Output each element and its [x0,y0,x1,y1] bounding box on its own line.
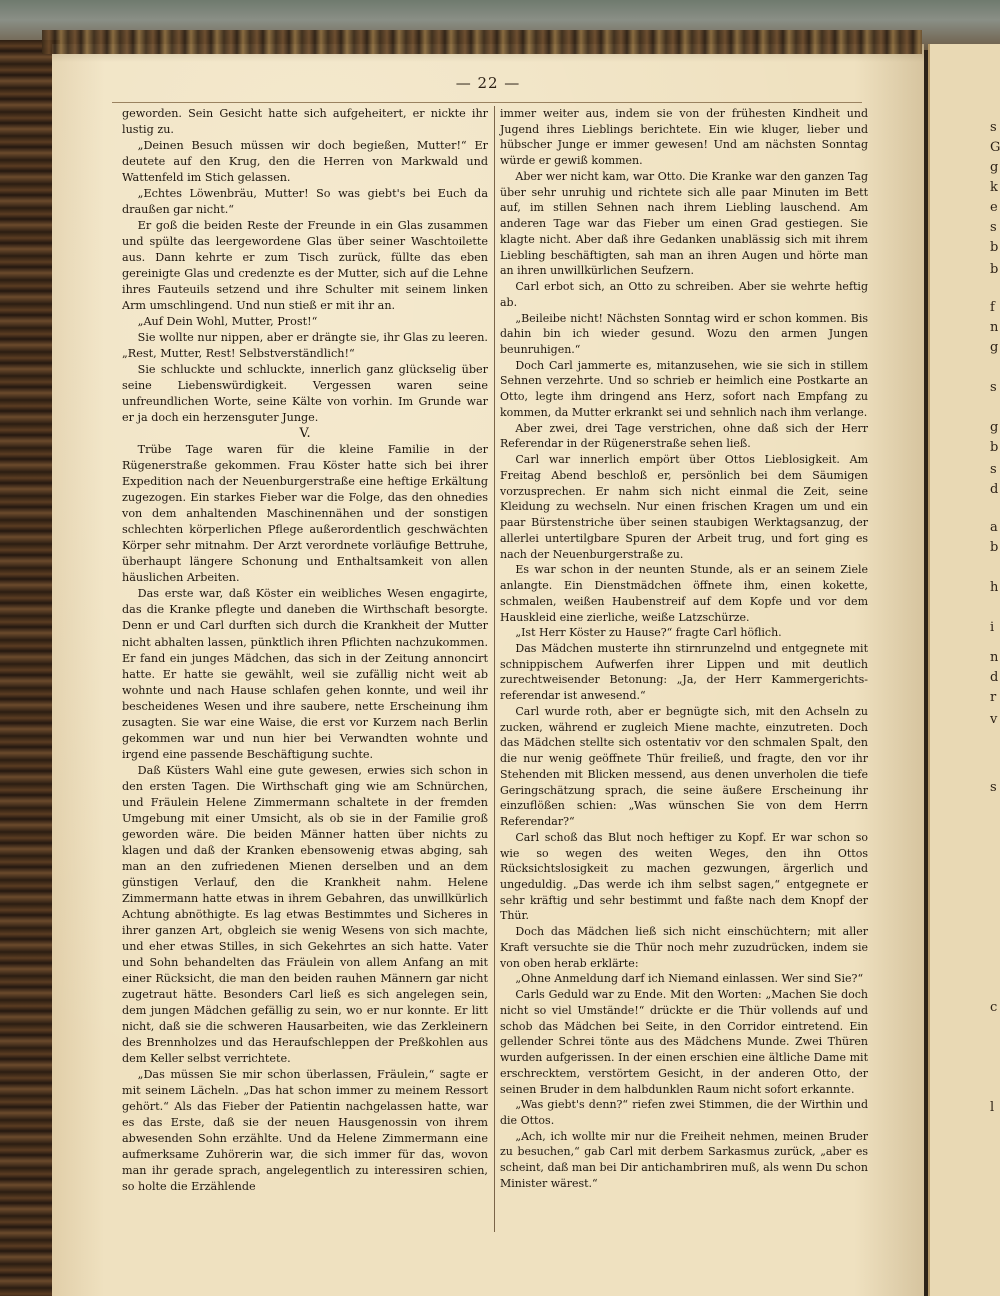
facing-page-letter: k [990,180,998,195]
paragraph: Aber wer nicht kam, war Otto. Die Kranke war den ganzen Tag über sehr unruhig und richtete sich alle paar Minuten im Bett auf, im stillen Sehnen nach ihrem Liebling lauschend. Am anderen Tage war das Fieber um einen Grad gestiegen. Sie klagte nicht. Aber daß ihre Gedanken unablässig sich mit ihrem Liebling beschäftigten, sah man an ihren Augen und hörte man an ihren unwillkürlichen Seufzern. [500,169,868,278]
facing-page-letter: d [990,482,999,497]
paragraph: „Ohne Anmeldung darf ich Niemand einlassen. Wer sind Sie?“ [515,972,864,986]
paragraph: Sie schluckte und schluckte, innerlich ganz glückselig über seine Liebenswürdigkeit. Vergessen waren seine unfreundlichen Worte, seine Kälte von vorhin. Im Grunde war er ja doch ein herzensguter Junge. [122,363,488,425]
facing-page-letter: l [990,1100,995,1115]
left-column [122,106,488,1195]
book-spine-edge [0,40,60,1296]
paragraph: „Echtes Löwenbräu, Mutter! So was giebt's bei Euch da draußen gar nicht.“ [122,187,488,217]
chapter-heading: V. [299,426,311,442]
book-page [52,44,924,1296]
facing-page-letter: s [990,462,997,477]
facing-page-letter: c [990,1000,998,1015]
column-divider [494,106,495,1232]
paragraph: Trübe Tage waren für die kleine Familie in der Rügenerstraße gekommen. Frau Köster hatte sich bei ihrer Expedition nach der Neuenburgerstraße eine heftige Erkältung zugezogen. Ein starkes Fieber war die Folge, das den ohnedies von dem anhaltenden Maschinennähen und der sonstigen schlechten körperlichen Pflege außerordentlich geschwächten Körper sehr mitnahm. Der Arzt verordnete vorläufige Bettruhe, überhaupt längere Schonung und Enthaltsamkeit von allen häuslichen Arbeiten. [122,443,488,585]
paragraph: Aber zwei, drei Tage verstrichen, ohne daß sich der Herr Referendar in der Rügenerstraße sehen ließ. [500,421,868,451]
facing-page-letter: n [990,650,999,665]
facing-page-letter: g [990,420,999,435]
paragraph: Carl war innerlich empört über Ottos Lieblosigkeit. Am Freitag Abend beschloß er, persönlich bei dem Säumigen vorzusprechen. Er nahm sich nicht einmal die Zeit, seine Kleidung zu wechseln. Nur einen frischen Kragen um und ein paar Bürstenstriche über seinen staubigen Werktagsanzug, der allerlei untertilgbare Spuren der Arbeit trug, und fort ging es nach der Neuenburgerstraße zu. [500,453,868,561]
paragraph: Carl wurde roth, aber er begnügte sich, mit den Achseln zu zucken, während er zugleich Miene machte, einzutreten. Doch das Mädchen stellte sich ostentativ vor den schmalen Spalt, den die nur wenig geöffnete Thür freiließ, und fragte, den vor ihr Stehenden mit Blicken messend, aus denen unverholen die tiefe Geringschätzung sprach, die seine äußere Erscheinung ihr einzuflößen schien: „Was wünschen Sie von dem Herrn Referendar?“ [500,704,868,829]
paragraph: „Ach, ich wollte mir nur die Freiheit nehmen, meinen Bruder zu besuchen,“ gab Carl mit derbem Sarkasmus zurück, „aber es scheint, daß man bei Dir antichambriren muß, als wenn Du schon Minister wärest.“ [500,1129,868,1190]
paragraph: Es war schon in der neunten Stunde, als er an seinem Ziele anlangte. Ein Dienstmädchen öffnete ihm, einen kokette, schmalen, weißen Haubenstreif auf dem Kopfe und vor dem Hauskleid eine zierliche, weiße Latzschürze. [500,563,868,624]
paragraph: „Was giebt's denn?“ riefen zwei Stimmen, die der Wirthin und die Ottos. [500,1098,868,1127]
paragraph: „Das müssen Sie mir schon überlassen, Fräulein,“ sagte er mit seinem Lächeln. „Das hat schon immer zu meinem Ressort gehört.“ Als das Fieber der Patientin nachgelassen hatte, war es das Erste, daß sie der neuen Hausgenossin von ihrem abwesenden Sohn erzählte. Und da Helene Zimmermann eine aufmerksame Zuhörerin war, die sich immer für das, wovon man ihr gerade sprach, angelegentlich zu interessiren schien, so holte die Erzählende [122,1067,488,1194]
paragraph: Er goß die beiden Reste der Freunde in ein Glas zusammen und spülte das leergewordene Glas über seiner Waschtoilette aus. Dann kehrte er zum Tisch zurück, füllte das eben gereinigte Glas und credenzte es der Mutter, sich auf die Lehne ihres Fauteuils setzend und ihre Schulter mit seinem linken Arm umschlingend. Und nun stieß er mit ihr an. [122,219,488,313]
facing-page-letter: G [990,140,1000,155]
facing-page-letter: f [990,300,995,315]
paragraph: Carl erbot sich, an Otto zu schreiben. Aber sie wehrte heftig ab. [500,280,868,309]
header-rule [112,102,862,103]
facing-page-letter: r [990,690,997,705]
paragraph: „Auf Dein Wohl, Mutter, Prost!“ [137,315,318,329]
paragraph: immer weiter aus, indem sie von der frühesten Kindheit und Jugend ihres Lieblings berichtete. Ein wie kluger, lieber und hübscher Junge er immer gewesen! Und am nächsten Sonntag würde er gewiß kommen. [500,107,868,168]
paragraph: Carls Geduld war zu Ende. Mit den Worten: „Machen Sie doch nicht so viel Umstände!“ drückte er die Thür vollends auf und schob das Mädchen bei Seite, in den Corridor eintretend. Ein gellender Schrei tönte aus des Mädchens Munde. Zwei Thüren wurden aufgerissen. In der einen erschien eine ältliche Dame mit erschrecktem, verstörtem Gesicht, in der anderen Otto, der seinen Bruder in dem halbdunklen Raum nicht sofort erkannte. [500,988,868,1096]
paragraph: „Deinen Besuch müssen wir doch begießen, Mutter!“ Er deutete auf den Krug, den die Herren von Markwald und Wattenfeld im Stich gelassen. [122,139,488,185]
facing-page-letter: i [990,620,995,635]
paragraph: Doch das Mädchen ließ sich nicht einschüchtern; mit aller Kraft versuchte sie die Thür noch mehr zuzudrücken, indem sie von oben herab erklärte: [500,925,868,970]
facing-page-letter: b [990,540,999,555]
paragraph: Sie wollte nur nippen, aber er drängte sie, ihr Glas zu leeren. „Rest, Mutter, Rest! Selbstverständlich!“ [122,331,488,361]
facing-page-letter: b [990,440,999,455]
paragraph: Das Mädchen musterte ihn stirnrunzelnd und entgegnete mit schnippischem Aufwerfen ihrer Lippen und mit deutlich zurechtweisender Betonung: „Ja, der Herr Kammergerichts-referendar ist anwesend.“ [500,641,868,703]
paragraph: Daß Küsters Wahl eine gute gewesen, erwies sich schon in den ersten Tagen. Die Wirthschaft ging wie am Schnürchen, und Fräulein Helene Zimmermann schaltete in der fremden Umgebung mit einer Umsicht, als ob sie in der Familie groß geworden wäre. Die beiden Männer hatten über nichts zu klagen und daß der Kranken ebensowenig etwas abging, sah man an den zufriedenen Mienen derselben und an dem günstigen Verlauf, den die Krankheit nahm. Helene Zimmermann hatte etwas in ihrem Gebahren, das unwillkürlich Achtung abnöthigte. Es lag etwas Bestimmtes und Sicheres in ihrer ganzen Art, obgleich sie wenig Wesens von sich machte, und eher etwas Stilles, in sich Gekehrtes an sich hatte. Vater und Sohn behandelten das Fräulein von allem Anfang an mit einer Rücksicht, die man den beiden rauhen Männern gar nicht zugetraut hätte. Besonders Carl ließ es sich angelegen sein, dem jungen Mädchen gefällig zu sein, wo er nur konnte. Er litt nicht, daß sie die schweren Hausarbeiten, wie das Zerkleinern des Brennholzes und das Heraufschleppen der Preßkohlen aus dem Keller selbst verrichtete. [122,763,488,1065]
paragraph: Das erste war, daß Köster ein weibliches Wesen engagirte, das die Kranke pflegte und daneben die Wirthschaft besorgte. Denn er und Carl durften sich durch die Krankheit der Mutter nicht abhalten lassen, pünktlich ihren Pflichten nachzukommen. Er fand ein junges Mädchen, das sich in der Zeitung annoncirt hatte. Er hatte sie gewählt, weil sie zufällig nicht weit ab wohnte und nach Hause schlafen gehen konnte, und weil ihr bescheidenes Wesen und ihre saubere, nette Erscheinung ihm zusagten. Sie war eine Waise, die erst vor Kurzem nach Berlin gekommen war und nun hier bei Verwandten wohnte und irgend eine passende Beschäftigung suchte. [122,587,488,761]
facing-page-letter: h [990,580,999,595]
paragraph: „Beileibe nicht! Nächsten Sonntag wird er schon kommen. Bis dahin bin ich wieder gesund. Wozu den armen Jungen beunruhigen.“ [500,311,868,357]
facing-page-letter: d [990,670,999,685]
facing-page-letter: e [990,200,998,215]
facing-page-letter: n [990,320,999,335]
paragraph: Carl schoß das Blut noch heftiger zu Kopf. Er war schon so wie so wegen des weiten Weges, den ihn Ottos Rücksichtslosigkeit zu machen gezwungen, ärgerlich und ungeduldig. „Das werde ich ihm selbst sagen,“ entgegnete er sehr kräftig und sehr bestimmt und faßte nach dem Knopf der Thür. [500,830,868,923]
facing-page-letter: g [990,160,999,175]
binding-edge [42,30,922,54]
facing-page-letter: b [990,262,999,277]
paragraph: Doch Carl jammerte es, mitanzusehen, wie sie sich in stillem Sehnen verzehrte. Und so schrieb er heimlich eine Postkarte an Otto, legte ihm dringend ans Herz, sofort nach Empfang zu kommen, da Mutter erkrankt sei und sehnlich nach ihm verlange. [500,358,868,419]
paragraph: geworden. Sein Gesicht hatte sich aufgeheitert, er nickte ihr lustig zu. [122,107,488,137]
paragraph: „Ist Herr Köster zu Hause?“ fragte Carl höflich. [515,626,782,640]
facing-page-letter: v [990,712,998,727]
facing-page-letter: s [990,220,997,235]
facing-page-letter: g [990,340,999,355]
page-number: — 22 — [455,74,521,92]
facing-page-letter: a [990,520,998,535]
facing-page-letter: s [990,120,997,135]
facing-page-letter: b [990,240,999,255]
right-column [500,106,868,1192]
facing-page-letter: s [990,380,997,395]
facing-page-letter: s [990,780,997,795]
